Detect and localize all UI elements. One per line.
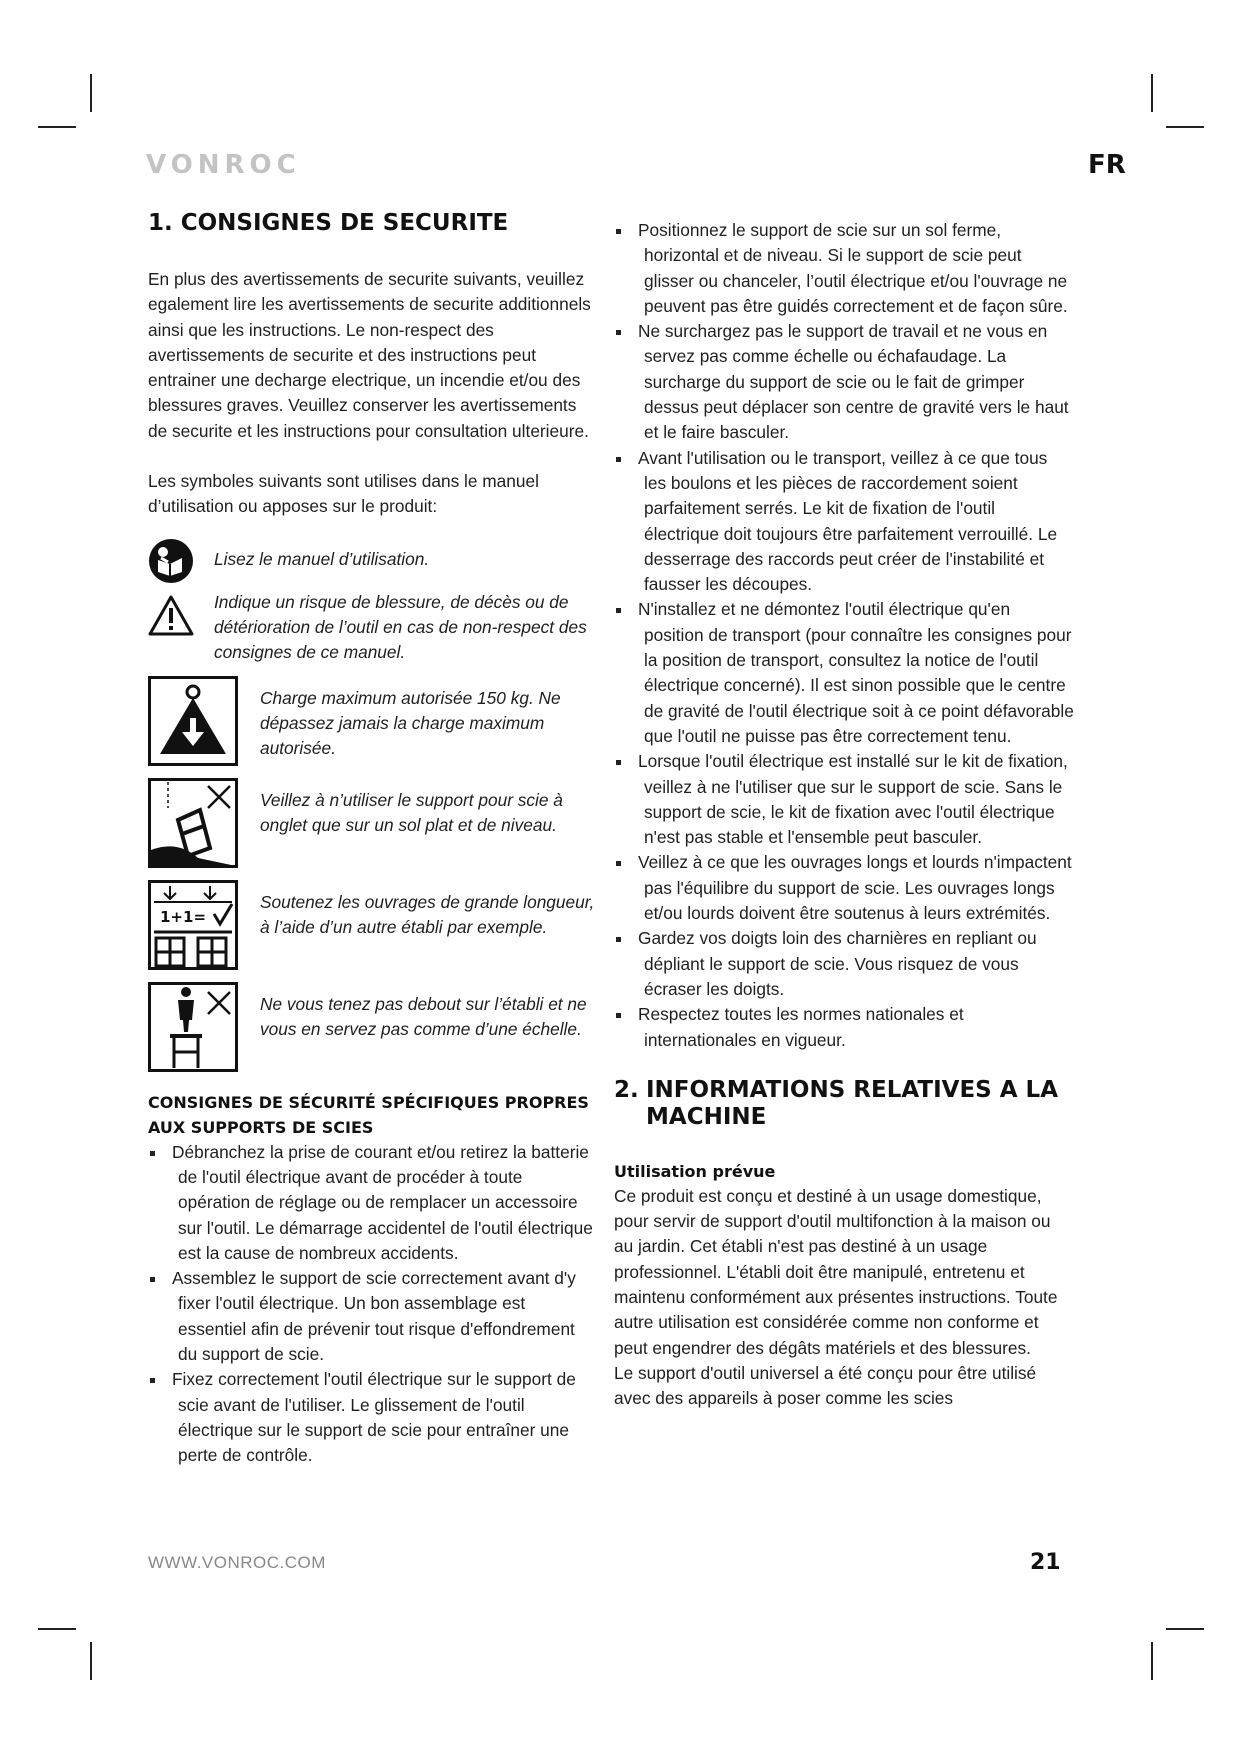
symbol-row xyxy=(148,880,598,970)
safety-list-continued xyxy=(614,218,1074,1053)
intended-use-body: Ce produit est conçu et destiné à un usage domestique, pour servir de support d'outil multifonction à la maison ou au jardin. Cet établi n'est pas destiné à un usage professionnel. L'établi doit être manipulé, entretenu et maintenu conformément aux présentes instructions. Toute autre utilisation est considérée comme non conforme et peut engendrer des dégâts matériels et des blessures. xyxy=(614,1185,1058,1358)
intended-use-body-2: Le support d'outil universel a été conçu pour être utilisé avec des appareils à poser comme les scies xyxy=(614,1362,1037,1409)
page-number: 21 xyxy=(1030,1550,1061,1575)
crop-mark xyxy=(1151,1642,1153,1680)
list-item: Positionnez le support de scie sur un sol ferme, horizontal et de niveau. Si le support de scie peut glisser ou chanceler, l’outil électrique et/ou l'ouvrage ne peuvent pas être guidés correctement et de façon sûre. xyxy=(614,218,1074,319)
section-1-title: 1. CONSIGNES DE SECURITE xyxy=(148,210,509,236)
crop-mark xyxy=(38,126,76,128)
list-item: Débranchez la prise de courant et/ou retirez la batterie de l'outil électrique avant de procéder à toute opération de réglage ou de remplacer un accessoire sur l'outil. Le démarrage accidentel de l'outil électrique est la cause de nombreux accidents. xyxy=(148,1140,598,1266)
no-standing-icon xyxy=(148,982,260,1077)
list-item: Respectez toutes les normes nationales et internationales en vigueur. xyxy=(614,1002,1074,1053)
symbol-row xyxy=(148,676,598,766)
support-long-workpiece-icon xyxy=(148,880,260,975)
symbol-row xyxy=(148,590,598,670)
symbol-row xyxy=(148,982,598,1072)
brand-logo: VONROC xyxy=(146,150,301,180)
symbol-row xyxy=(148,538,598,590)
specific-safety-list xyxy=(148,1140,598,1469)
intended-use-title: Utilisation prévue xyxy=(614,1161,776,1181)
symbol-text: Ne vous tenez pas debout sur l’établi et ne vous en servez pas comme d’une échelle. xyxy=(260,993,587,1039)
symbol-text: Lisez le manuel d’utilisation. xyxy=(214,548,430,569)
footer-url: WWW.VONROC.COM xyxy=(148,1553,326,1572)
level-ground-icon xyxy=(148,778,260,873)
symbol-text: Soutenez les ouvrages de grande longueur, à l’aide d’un autre établi par exemple. xyxy=(260,891,595,937)
list-item: Fixez correctement l'outil électrique sur le support de scie avant de l'utiliser. Le glissement de l'outil électrique sur le support de scie pour entraîner une perte de contrôle. xyxy=(148,1367,598,1468)
list-item: Assemblez le support de scie correctement avant d'y fixer l'outil électrique. Un bon assemblage est essentiel afin de prévenir tout risque d'effondrement du support de scie. xyxy=(148,1266,598,1367)
section-2-title xyxy=(614,1077,1074,1131)
symbol-text: Veillez à n’utiliser le support pour scie à onglet que sur un sol plat et de niveau. xyxy=(260,789,563,835)
section-1-intro: En plus des avertissements de securite suivants, veuillez egalement lire les avertissements de securite additionnels ainsi que les instructions. Le non-respect des avertissements de securite et des instructions peut entrainer une decharge electrique, un incendie et/ou des blessures graves. Veuillez conserver les avertissements de securite et les instructions pour consultation ulterieure. xyxy=(148,269,591,441)
list-item: Veillez à ce que les ouvrages longs et lourds n'impactent pas l'équilibre du support de scie. Les ouvrages longs et/ou lourds doivent être soutenus à leurs extrémités. xyxy=(614,850,1074,926)
list-item: Lorsque l'outil électrique est installé sur le kit de fixation, veillez à ne l'utiliser que sur le support de scie. Sans le support de scie, le kit de fixation avec l'outil électrique n'est pas stable et l'ensemble peut basculer. xyxy=(614,749,1074,850)
crop-mark xyxy=(38,1628,76,1630)
list-item: Ne surchargez pas le support de travail et ne vous en servez pas comme échelle ou échafaudage. La surcharge du support de scie ou le fait de grimper dessus peut déplacer son centre de gravité vers le haut et le faire basculer. xyxy=(614,319,1074,445)
list-item: Gardez vos doigts loin des charnières en repliant ou dépliant le support de scie. Vous risquez de vous écraser les doigts. xyxy=(614,926,1074,1002)
crop-mark xyxy=(90,74,92,112)
crop-mark xyxy=(1166,126,1204,128)
symbol-row xyxy=(148,778,598,868)
language-code: FR xyxy=(1088,150,1126,180)
warning-triangle-icon xyxy=(148,590,214,641)
left-column xyxy=(148,210,598,1469)
symbol-text: Charge maximum autorisée 150 kg. Ne dépassez jamais la charge maximum autorisée. xyxy=(260,687,561,759)
section-2-number: 2. xyxy=(614,1076,639,1103)
list-item: N'installez et ne démontez l'outil électrique qu'en position de transport (pour connaître les consignes pour la position de transport, consultez la notice de l'outil électrique concerné). Il est sinon possible que le centre de gravité de l'outil électrique soit à ce point défavorable que l'outil ne puisse pas être correctement tenu. xyxy=(614,597,1074,749)
right-column xyxy=(614,218,1074,1411)
crop-mark xyxy=(1151,74,1153,112)
svg-text:1+1=: 1+1= xyxy=(160,907,207,926)
crop-mark xyxy=(90,1642,92,1680)
read-manual-icon xyxy=(148,538,214,589)
list-item: Avant l'utilisation ou le transport, veillez à ce que tous les boulons et les pièces de raccordement soient parfaitement serrés. Le kit de fixation de l'outil électrique doit toujours être parfaitement verrouillé. Le desserrage des raccords peut créer de l'instabilité et fausser les découpes. xyxy=(614,446,1074,598)
symbol-text: Indique un risque de blessure, de décès ou de détérioration de l’outil en cas de non-respect des consignes de ce manuel. xyxy=(214,591,587,663)
specific-safety-title: CONSIGNES DE SÉCURITÉ SPÉCIFIQUES PROPRES AUX SUPPORTS DE SCIES xyxy=(148,1092,589,1137)
crop-mark xyxy=(1166,1628,1204,1630)
max-load-icon xyxy=(148,676,260,771)
symbols-intro: Les symboles suivants sont utilises dans le manuel d’utilisation ou apposes sur le produit: xyxy=(148,471,539,517)
section-2-heading: INFORMATIONS RELATIVES A LA MACHINE xyxy=(646,1076,1058,1130)
